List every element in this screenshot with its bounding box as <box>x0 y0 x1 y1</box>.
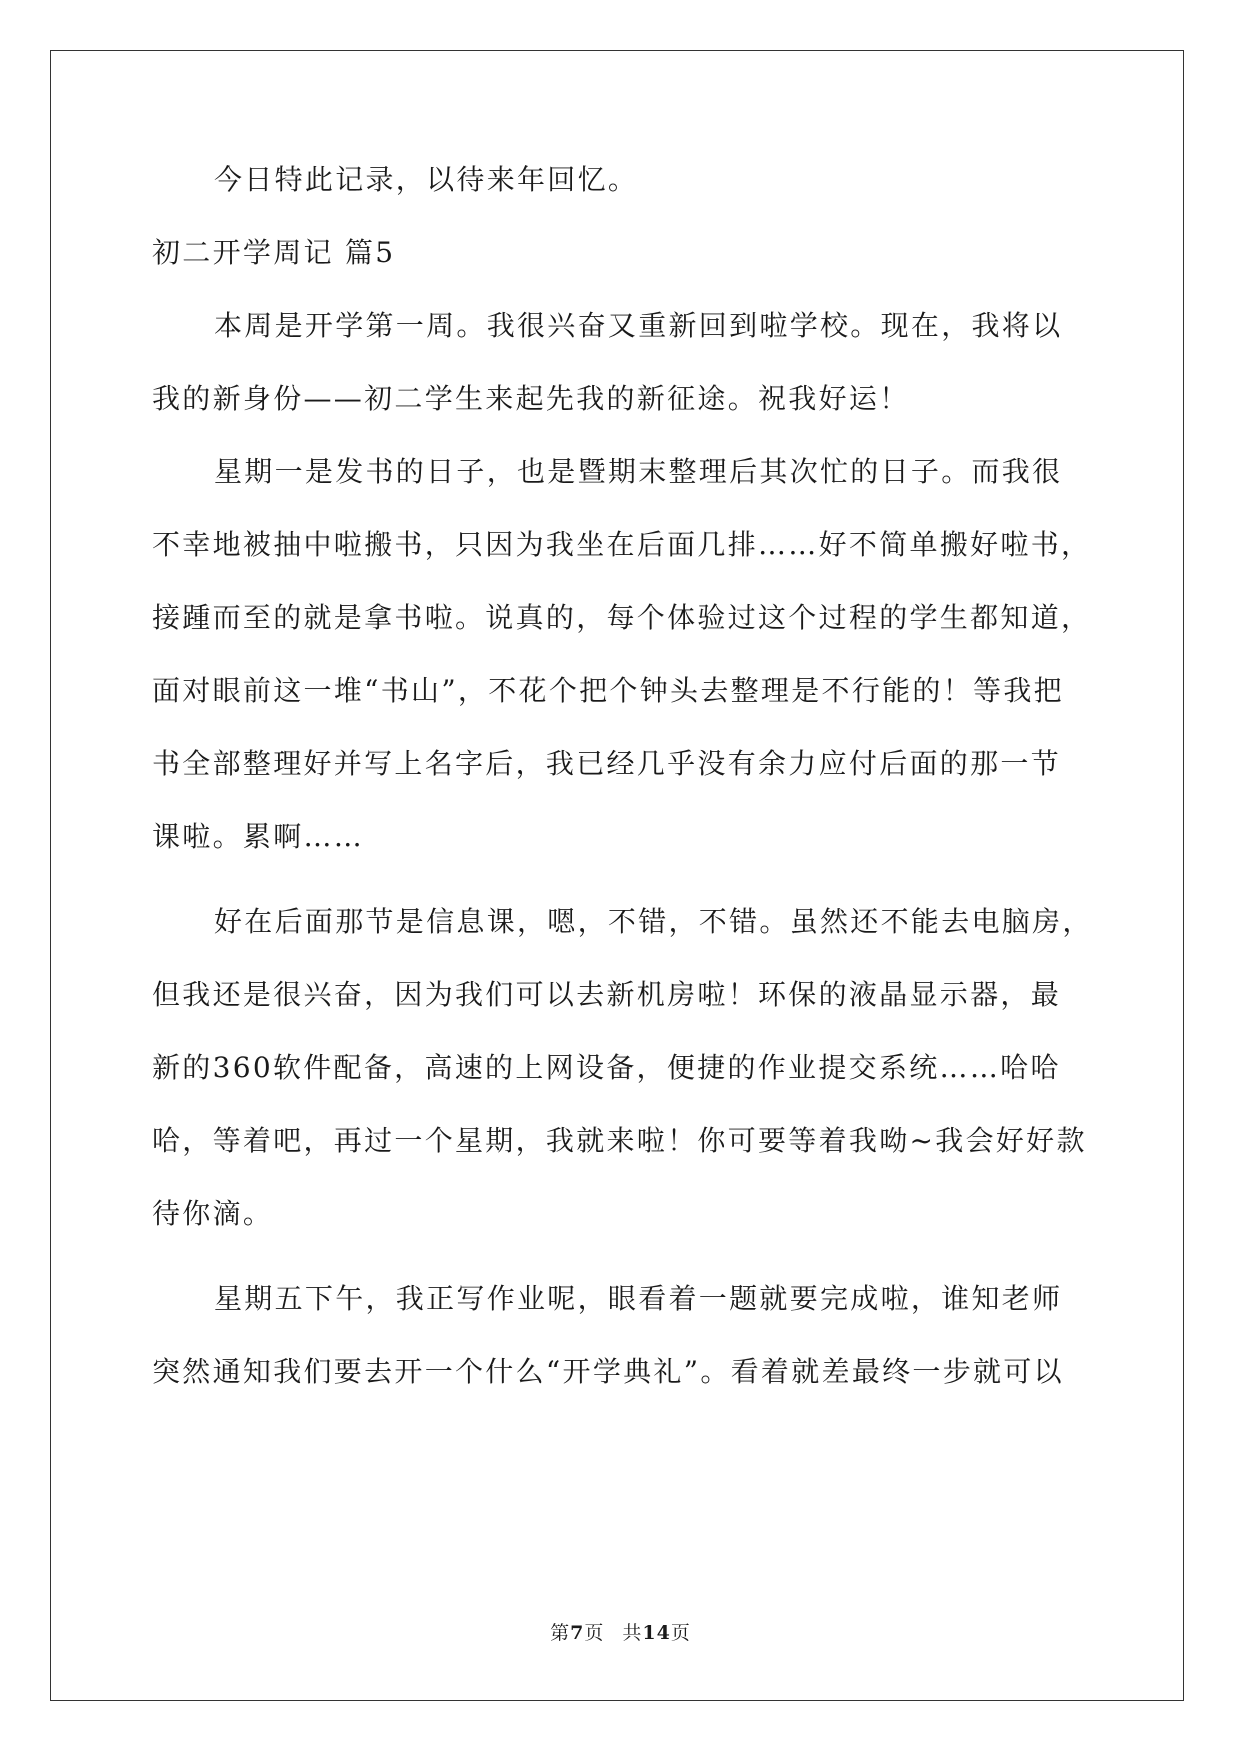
paragraph-line: 突然通知我们要去开一个什么“开学典礼”。看着就差最终一步就可以 <box>152 1355 1064 1388</box>
paragraph-line: 接踵而至的就是拿书啦。说真的，每个体验过这个过程的学生都知道， <box>152 601 1092 634</box>
paragraph-line: 好在后面那节是信息课，嗯，不错，不错。虽然还不能去电脑房， <box>214 905 1093 938</box>
paragraph-line: 面对眼前这一堆“书山”，不花个把个钟头去整理是不行能的！等我把 <box>152 674 1064 707</box>
footer-total-prefix: 共 <box>622 1622 643 1644</box>
paragraph-line: 哈，等着吧，再过一个星期，我就来啦！你可要等着我呦~我会好好款 <box>152 1124 1087 1157</box>
paragraph-line: 星期一是发书的日子，也是暨期末整理后其次忙的日子。而我很 <box>214 455 1063 488</box>
page-footer <box>0 1618 1241 1645</box>
section-heading: 初二开学周记 篇5 <box>152 236 396 269</box>
paragraph-line: 但我还是很兴奋，因为我们可以去新机房啦！环保的液晶显示器，最 <box>152 978 1062 1011</box>
paragraph-line: 今日特此记录，以待来年回忆。 <box>214 163 639 196</box>
footer-prefix: 第 <box>550 1622 571 1644</box>
footer-page-suffix: 页 <box>584 1622 605 1644</box>
paragraph-line: 我的新身份——初二学生来起先我的新征途。祝我好运！ <box>152 382 910 415</box>
paragraph-line: 待你滴。 <box>152 1197 274 1230</box>
paragraph-line: 不幸地被抽中啦搬书，只因为我坐在后面几排……好不简单搬好啦书， <box>152 528 1092 561</box>
paragraph-line: 课啦。累啊…… <box>152 820 365 853</box>
page-number: 7 <box>570 1622 585 1644</box>
total-pages: 14 <box>642 1622 671 1644</box>
paragraph-line: 书全部整理好并写上名字后，我已经几乎没有余力应付后面的那一节 <box>152 747 1062 780</box>
footer-total-suffix: 页 <box>670 1622 691 1644</box>
paragraph-line: 本周是开学第一周。我很兴奋又重新回到啦学校。现在，我将以 <box>214 309 1063 342</box>
paragraph-line: 星期五下午，我正写作业呢，眼看着一题就要完成啦，谁知老师 <box>214 1282 1063 1315</box>
page-border <box>50 50 1184 1701</box>
paragraph-line: 新的360软件配备，高速的上网设备，便捷的作业提交系统……哈哈 <box>152 1051 1061 1084</box>
